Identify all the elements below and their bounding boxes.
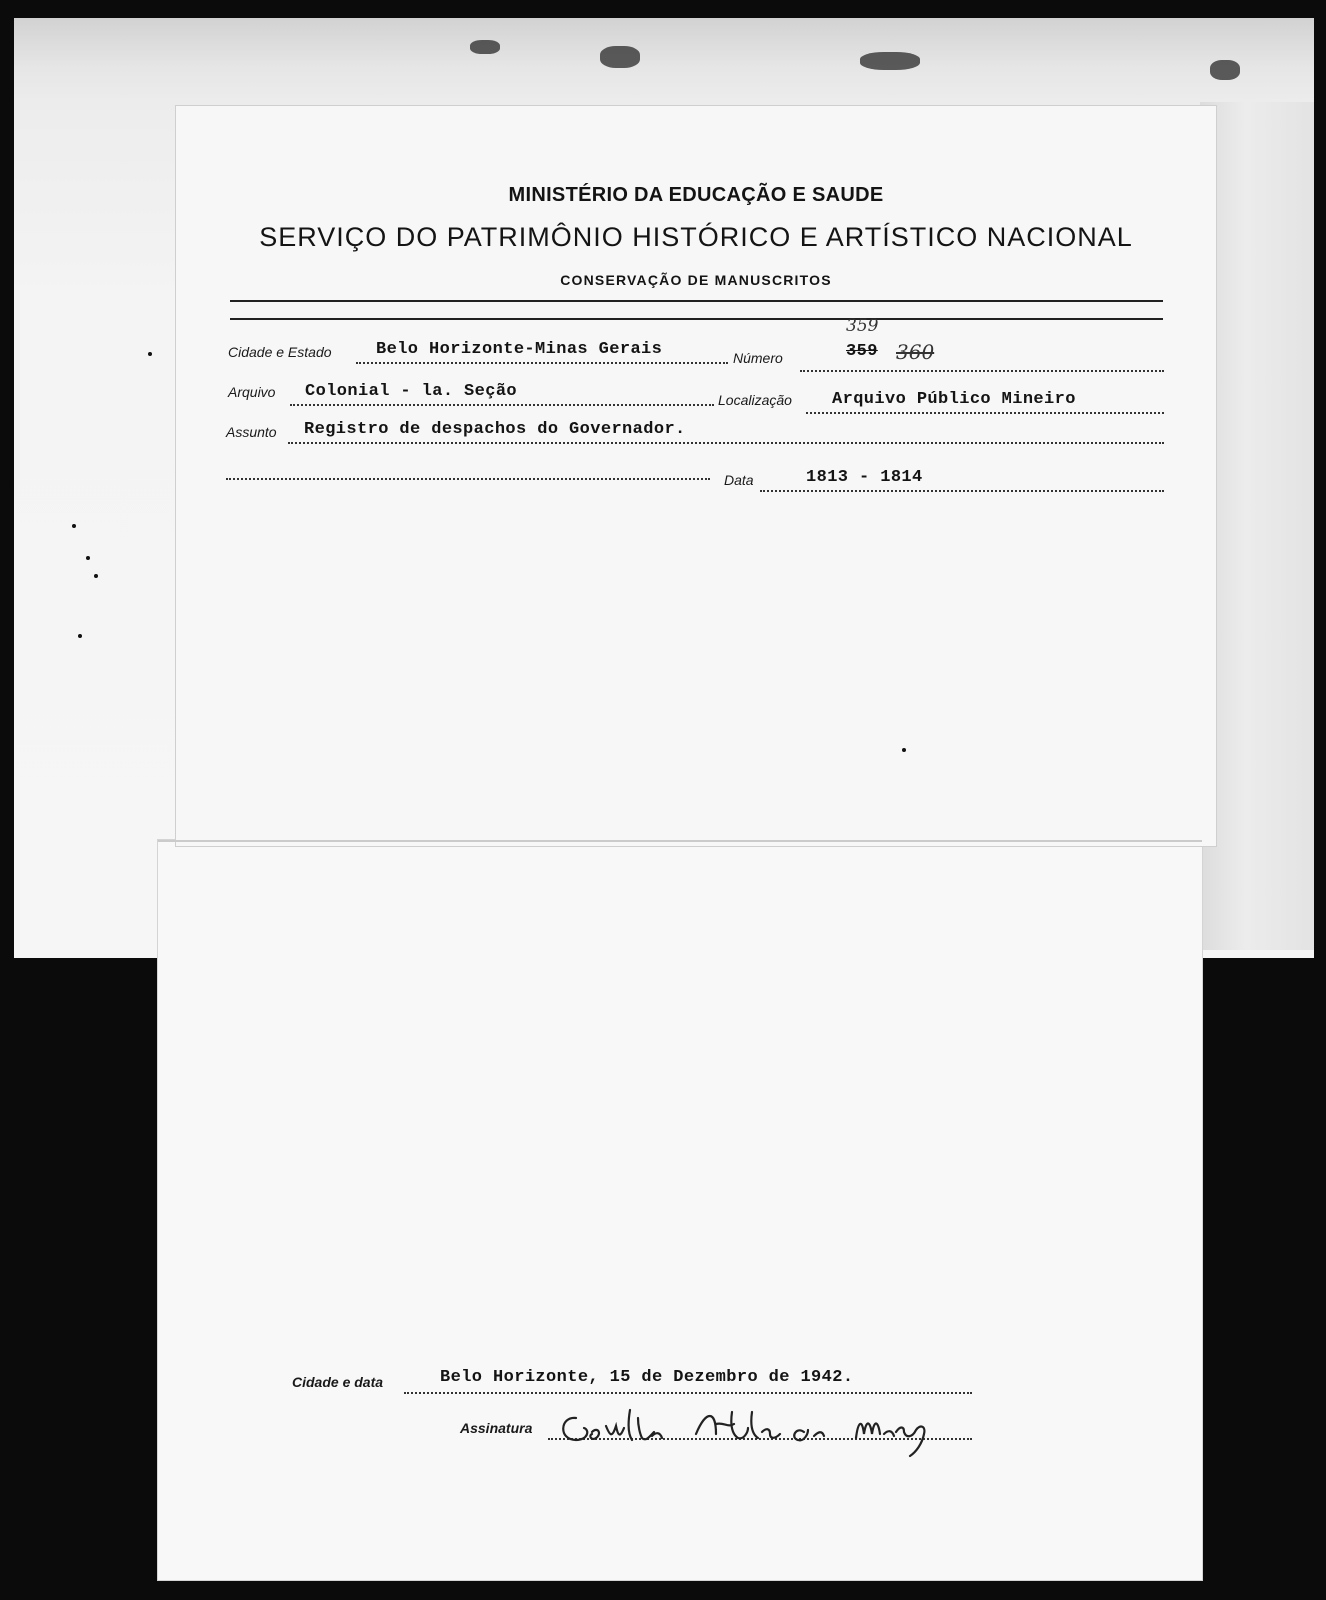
torn-top-edge <box>14 18 1314 102</box>
numero-struck-2: 360 <box>896 340 935 364</box>
cidade-estado-value: Belo Horizonte-Minas Gerais <box>376 340 663 359</box>
arquivo-line <box>290 404 714 406</box>
service-title: SERVIÇO DO PATRIMÔNIO HISTÓRICO E ARTÍSTICO NACIONAL <box>259 222 1133 252</box>
cidade-estado-label: Cidade e Estado <box>228 344 332 360</box>
assunto-line <box>288 442 1164 444</box>
numero-handwritten: 359 <box>846 316 879 336</box>
ink-blot <box>860 52 920 70</box>
cidade-data-value: Belo Horizonte, 15 de Dezembro de 1942. <box>440 1368 854 1387</box>
ministry-title: MINISTÉRIO DA EDUCAÇÃO E SAUDE <box>508 184 884 206</box>
data-value: 1813 - 1814 <box>806 468 923 487</box>
handwritten-signature <box>556 1402 976 1462</box>
sheet-fold <box>158 840 1202 842</box>
assunto-label: Assunto <box>226 424 277 440</box>
data-line <box>760 490 1164 492</box>
speck <box>902 748 906 752</box>
cidade-data-line <box>404 1392 972 1394</box>
arquivo-label: Arquivo <box>228 384 276 400</box>
assinatura-label: Assinatura <box>460 1420 533 1436</box>
numero-label: Número <box>733 350 783 366</box>
speck <box>78 634 82 638</box>
speck <box>72 524 76 528</box>
header-rule-top <box>230 300 1163 302</box>
scan-background-edge <box>1200 100 1314 950</box>
department-title: CONSERVAÇÃO DE MANUSCRITOS <box>560 272 832 288</box>
ink-blot <box>1210 60 1240 80</box>
numero-struck-1: 359 <box>846 342 878 361</box>
ink-blot <box>470 40 500 54</box>
speck <box>86 556 90 560</box>
upper-sheet <box>176 106 1216 846</box>
cidade-estado-line <box>356 362 728 364</box>
arquivo-value: Colonial - la. Seção <box>305 382 518 401</box>
localizacao-label: Localização <box>718 392 792 408</box>
localizacao-value: Arquivo Público Mineiro <box>832 390 1076 409</box>
header-rule-bottom <box>230 318 1163 320</box>
blank-line <box>226 478 710 480</box>
speck <box>148 352 152 356</box>
localizacao-line <box>806 412 1164 414</box>
speck <box>94 574 98 578</box>
lower-sheet <box>158 840 1202 1580</box>
assunto-value: Registro de despachos do Governador. <box>304 420 686 439</box>
cidade-data-label: Cidade e data <box>292 1374 384 1390</box>
ink-blot <box>600 46 640 68</box>
data-label: Data <box>724 472 754 488</box>
numero-line <box>800 370 1164 372</box>
